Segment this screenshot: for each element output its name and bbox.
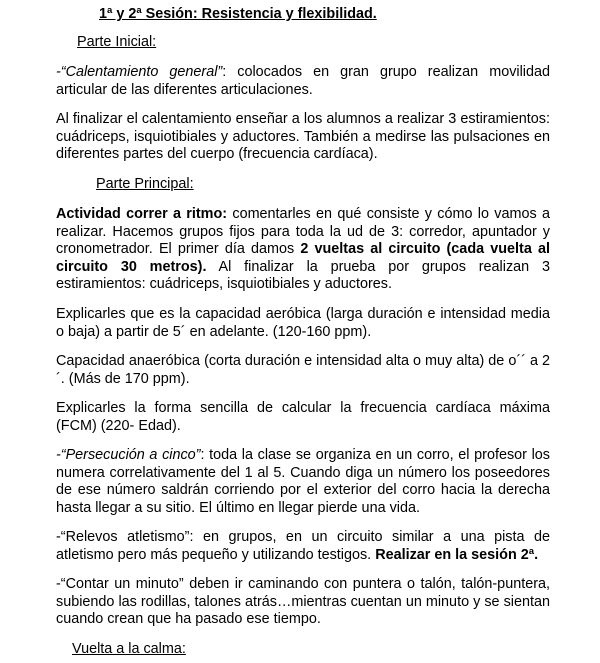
paragraph-capacidad-anaerobica: Capacidad anaeróbica (corta duración e intensidad alta o muy alta) de o´´ a 2 ´. (Más de 170 ppm).	[56, 353, 550, 387]
paragraph-text: -“Relevos atletismo”: en grupos, en un circuito similar a una pista de atletismo pero más pequeño y utilizando testigos.	[56, 529, 550, 563]
activity-name-calentamiento: -“Calentamiento general”	[56, 64, 223, 80]
paragraph-text: comentarles en qué consiste y cómo lo vamos a realizar. Hacemos grupos fijos para toda la ud de 3: corredor, apuntador y cronometrador. El primer día damos	[56, 206, 550, 258]
heading-vuelta-calma: Vuelta a la calma:	[72, 641, 186, 657]
bold-activity-label: Actividad correr a ritmo:	[56, 206, 228, 222]
paragraph-contar-minuto: -“Contar un minuto” deben ir caminando con puntera o talón, talón-puntera, subiendo las rodillas, talones atrás…mientras cuentan un minuto y se sientan cuando crean que ha pasado ese tiempo.	[56, 576, 550, 628]
paragraph-capacidad-aerobica: Explicarles que es la capacidad aeróbica (larga duración e intensidad media o baja) a partir de 5´ en adelante. (120-160 ppm).	[56, 306, 550, 340]
paragraph-text: Al finalizar la prueba por grupos realizan 3 estiramientos: cuádriceps, isquiotibiales y aductores.	[56, 258, 550, 293]
heading-parte-inicial: Parte Inicial:	[77, 34, 157, 50]
paragraph-estiramientos: Al finalizar el calentamiento enseñar a los alumnos a realizar 3 estiramientos: cuádriceps, isquiotibiales y aductores. También a medirse las pulsaciones en diferentes partes del cuerpo (frecuencia cardíaca).	[56, 111, 550, 163]
heading-parte-principal: Parte Principal:	[96, 176, 194, 192]
paragraph-fcm: Explicarles la forma sencilla de calcular la frecuencia cardíaca máxima (FCM) (220- Edad).	[56, 400, 550, 434]
session-title: 1ª y 2ª Sesión: Resistencia y flexibilidad.	[99, 6, 377, 22]
paragraph-persecucion	[56, 447, 550, 517]
paragraph-relevos	[56, 529, 550, 564]
paragraph-text: : toda la clase se organiza en un corro, el profesor los numera correlativamente del 1 al 5. Cuando diga un número los poseedores de ese número saldrán corriendo por el exterior del corro hacia la derecha hasta llegar a su sitio. El último en llegar pierde una vida.	[56, 447, 550, 516]
paragraph-text: : colocados en gran grupo realizan movilidad articular de las diferentes articulaciones.	[56, 64, 550, 98]
activity-name-persecucion: -“Persecución a cinco”	[56, 447, 201, 463]
paragraph-calentamiento	[56, 64, 550, 99]
bold-circuit-info: 2 vueltas al circuito (cada vuelta al circuito 30 metros).	[56, 241, 551, 275]
paragraph-correr-a-ritmo	[56, 206, 550, 294]
bold-session-note: Realizar en la sesión 2ª.	[375, 546, 539, 563]
